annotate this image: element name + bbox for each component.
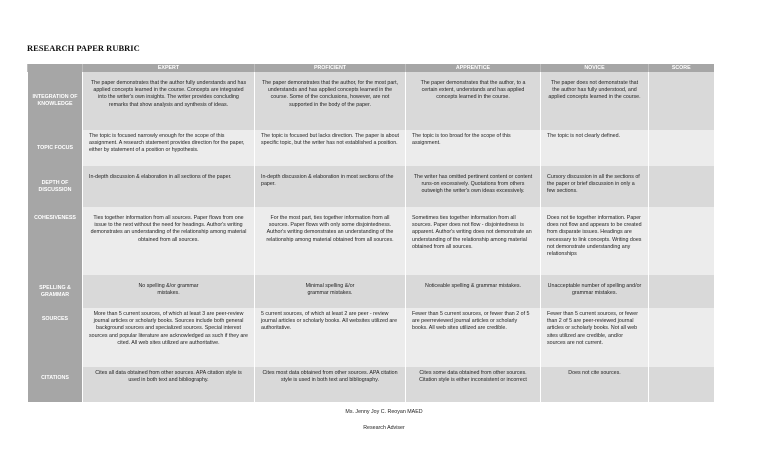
cell-apprentice: Sometimes ties together information from all sources. Paper does not flow - disjointedness is apparent. Author's writing does not demonstrate an understanding of the relationship among material obtained from all sources. [406,207,541,275]
signature-name: Ms. Jenny Joy C. Reoyan MAED [345,409,423,415]
cell-score[interactable] [649,130,714,166]
column-header-apprentice: APPRENTICE [406,64,541,72]
row-label: SOURCES [28,308,83,367]
table-row [28,367,714,402]
cell-proficient: Cites most data obtained from other sources. APA citation style is used in both text and bibliography. [255,367,406,402]
cell-proficient: The paper demonstrates that the author, for the most part, understands and has applied concepts learned in the course. Some of the conclusions, however, are not supported in the body of the paper. [255,72,406,130]
cell-expert: The topic is focused narrowly enough for the scope of this assignment. A research statement provides direction for the paper, either by statement of a position or hypothesis. [83,130,255,166]
cell-novice: Does not tie together information. Paper does not flow and appears to be created from disparate issues. Headings are necessary to link concepts. Writing does not demonstrate understanding any relationships [541,207,649,275]
cell-novice: Does not cite sources. [541,367,649,402]
row-label: SPELLING & GRAMMAR [28,275,83,308]
page-title: RESEARCH PAPER RUBRIC [27,43,140,53]
cell-apprentice: The topic is too broad for the scope of this assignment. [406,130,541,166]
rubric-table [27,64,714,402]
table-row [28,275,714,308]
column-header-criteria [28,64,83,72]
table-row [28,207,714,275]
cell-expert: The paper demonstrates that the author fully understands and has applied concepts learned in the course. Concepts are integrated into the writer's own insights. The writer provides concluding remarks that show analysis and synthesis of ideas. [83,72,255,130]
row-label: DEPTH OF DISCUSSION [28,166,83,207]
row-label: INTEGRATION OF KNOWLEDGE [28,72,83,130]
header-row [28,64,714,72]
cell-proficient: 5 current sources, of which at least 2 are peer - review journal articles or scholarly books. All websites utilized are authoritative. [255,308,406,367]
cell-score[interactable] [649,367,714,402]
table-row [28,130,714,166]
column-header-expert: EXPERT [83,64,255,72]
row-label: COHESIVENESS [28,207,83,275]
cell-expert: More than 5 current sources, of which at least 3 are peer-review journal articles or scholarly books. Sources include both general background sources and specialized sources. Special interest sources and popular literature are acknowledged as such if they are cited. All web sites utilized are authoritative. [83,308,255,367]
column-header-score: SCORE [649,64,714,72]
table-row [28,72,714,130]
cell-score[interactable] [649,308,714,367]
cell-apprentice: Cites some data obtained from other sources. Citation style is either inconsistent or incorrect [406,367,541,402]
cell-proficient: Minimal spelling &/or grammar mistakes. [255,275,406,308]
cell-proficient: In-depth discussion & elaboration in most sections of the paper. [255,166,406,207]
column-header-novice: NOVICE [541,64,649,72]
cell-apprentice: Fewer than 5 current sources, or fewer than 2 of 5 are peerreviewed journal articles or scholarly books. All web sites utilized are credible. [406,308,541,367]
cell-score[interactable] [649,275,714,308]
cell-proficient: For the most part, ties together information from all sources. Paper flows with only some disjointedness. Author's writing demonstrates an understanding of the relationship among material obtained from all sources. [255,207,406,275]
cell-expert: No spelling &/or grammar mistakes. [83,275,255,308]
column-header-proficient: PROFICIENT [255,64,406,72]
cell-expert: Cites all data obtained from other sources. APA citation style is used in both text and bibliography. [83,367,255,402]
cell-novice: Fewer than 5 current sources, or fewer than 2 of 5 are peer-reviewed journal articles or scholarly books. Not all web sites utilized are credible, and/or sources are not current. [541,308,649,367]
row-label: CITATIONS [28,367,83,402]
table-row [28,166,714,207]
table-row [28,308,714,367]
cell-score[interactable] [649,72,714,130]
cell-novice: Cursory discussion in all the sections of the paper or brief discussion in only a few sections. [541,166,649,207]
cell-apprentice: Noticeable spelling & grammar mistakes. [406,275,541,308]
cell-novice: The topic is not clearly defined. [541,130,649,166]
cell-apprentice: The writer has omitted pertinent content or content runs-on excessively. Quotations from others outweigh the writer's own ideas excessively. [406,166,541,207]
cell-proficient: The topic is focused but lacks direction. The paper is about specific topic, but the writer has not established a position. [255,130,406,166]
cell-novice: The paper does not demonstrate that the author has fully understood, and applied concepts learned in the course. [541,72,649,130]
cell-expert: In-depth discussion & elaboration in all sections of the paper. [83,166,255,207]
cell-apprentice: The paper demonstrates that the author, to a certain extent, understands and has applied concepts learned in the course. [406,72,541,130]
cell-expert: Ties together information from all sources. Paper flows from one issue to the next without the need for headings. Author's writing demonstrates an understanding of the relationship among material obtained from all sources. [83,207,255,275]
cell-novice: Unacceptable number of spelling and/or grammar mistakes. [541,275,649,308]
signature-role: Research Adviser [363,425,405,431]
cell-score[interactable] [649,207,714,275]
cell-score[interactable] [649,166,714,207]
row-label: TOPIC FOCUS [28,130,83,166]
